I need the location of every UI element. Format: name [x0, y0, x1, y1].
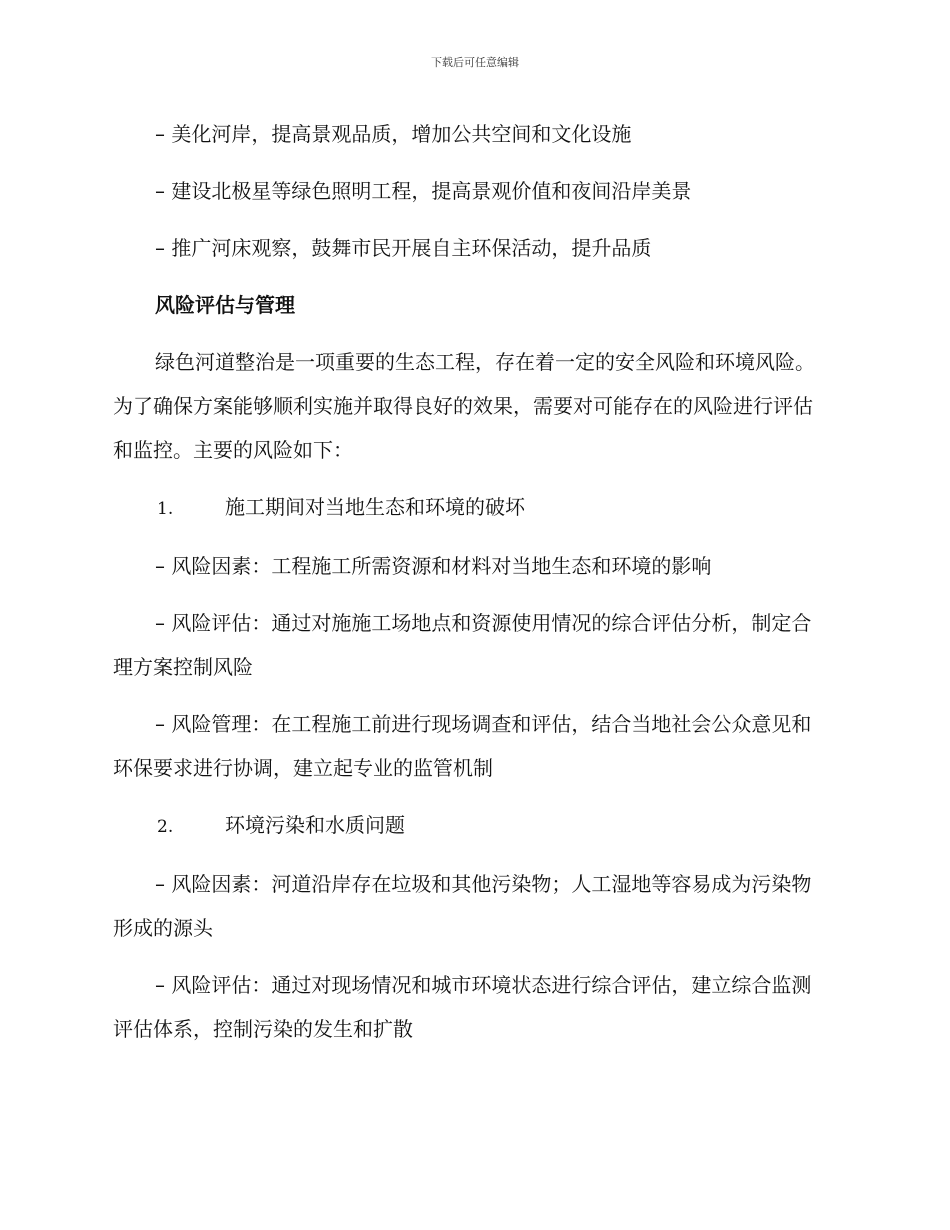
document-body: [113, 112, 830, 1064]
risk-management-paragraph: – 风险管理：在工程施工前进行现场调查和评估，结合当地社会公众意见和环保要求进行协调，建立起专业的监管机制: [113, 712, 812, 780]
bullet-paragraph: – 美化河岸，提高景观品质，增加公共空间和文化设施: [155, 122, 632, 146]
risk-assessment-paragraph: – 风险评估：通过对施施工场地点和资源使用情况的综合评估分析，制定合理方案控制风险: [113, 611, 812, 679]
intro-paragraph: 绿色河道整治是一项重要的生态工程，存在着一定的安全风险和环境风险。为了确保方案能够顺利实施并取得良好的效果，需要对可能存在的风险进行评估和监控。主要的风险如下：: [113, 350, 815, 462]
header-note: 下载后可任意编辑: [431, 56, 519, 69]
bullet-paragraph: – 建设北极星等绿色照明工程，提高景观价值和夜间沿岸美景: [155, 179, 692, 203]
numbered-item-2: [113, 803, 830, 849]
numbered-item-1: [113, 485, 830, 531]
item-number: 1.: [157, 499, 174, 519]
risk-assessment-paragraph: – 风险评估：通过对现场情况和城市环境状态进行综合评估，建立综合监测评估体系，控制污染的发生和扩散: [113, 973, 812, 1041]
risk-factor-paragraph: – 风险因素：工程施工所需资源和材料对当地生态和环境的影响: [155, 554, 712, 578]
risk-factor-paragraph: – 风险因素：河道沿岸存在垃圾和其他污染物；人工湿地等容易成为污染物形成的源头: [113, 872, 812, 940]
item-title: 环境污染和水质问题: [225, 813, 405, 837]
section-heading: 风险评估与管理: [155, 293, 295, 317]
item-number: 2.: [157, 817, 174, 837]
bullet-paragraph: – 推广河床观察，鼓舞市民开展自主环保活动，提升品质: [155, 236, 652, 260]
item-title: 施工期间对当地生态和环境的破坏: [225, 495, 525, 519]
